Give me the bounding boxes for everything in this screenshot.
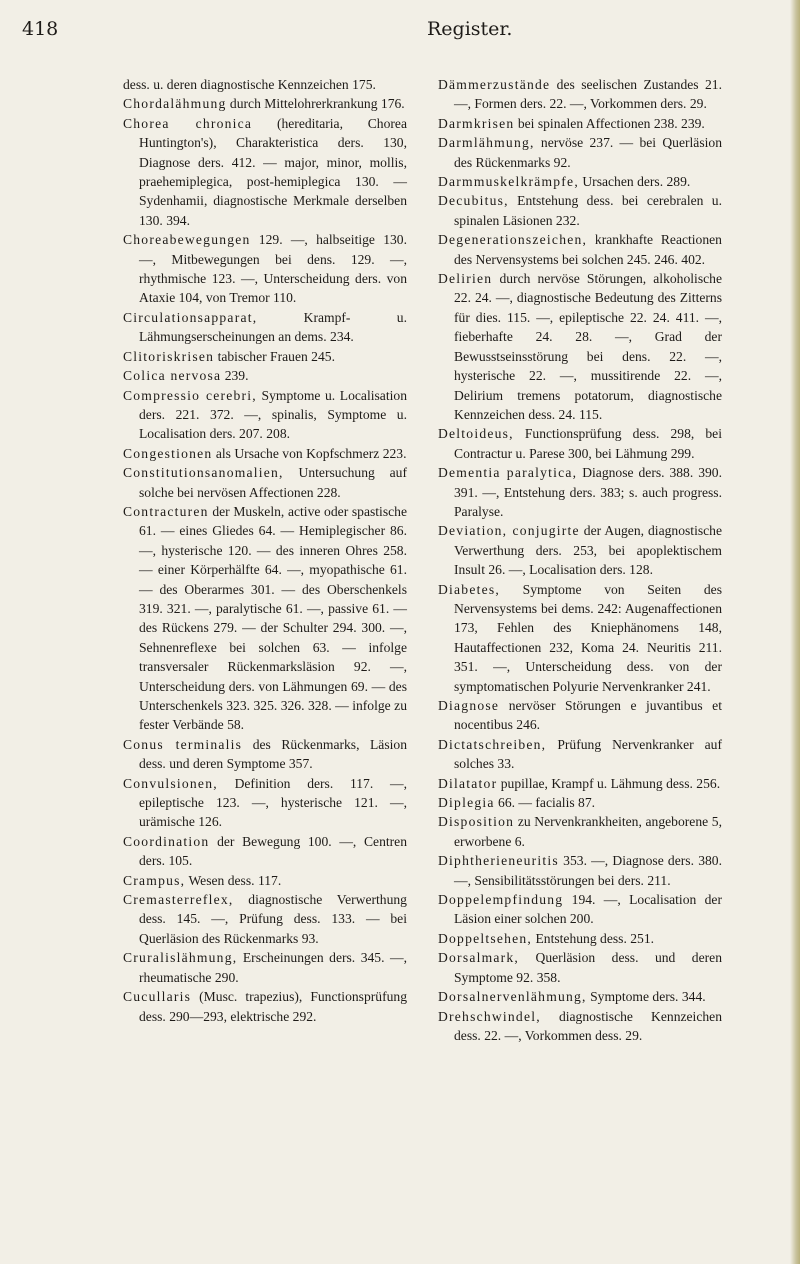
index-entry: [438, 463, 722, 521]
index-entry: [438, 851, 722, 890]
index-entry: [438, 521, 722, 579]
index-entry: [438, 230, 722, 269]
entry-lemma: Darmkrisen: [438, 115, 515, 131]
entry-lemma: Diplegia: [438, 795, 495, 811]
entry-lemma: Coordination: [123, 833, 210, 849]
entry-lemma: Congestionen: [123, 445, 213, 461]
entry-lemma: Deviation, conjugirte: [438, 523, 580, 539]
page-number: 418: [22, 18, 59, 40]
entry-text: der Muskeln, active oder spastische 61. — eines Gliedes 64. — Hemiplegischer 86. —, hysterische 120. — des inneren Ohres 258. — einer Körperhälfte 64. —, myopathische 61. — des Oberarmes 301. — des Oberschenkels 319. 321. —, paralytische 61. —, passive 61. — des Rückens 279. — der Schulter 294. 300. —, Sehnenreflexe bei solchen 63. — infolge transversaler Rückenmarksläsion 92. —, Unterscheidung ders. von Lähmungen 69. — des Unterschenkels 323. 325. 326. 328. — infolge zu fester Verbände 58.: [139, 503, 407, 733]
entry-text: Entstehung dess. 251.: [535, 930, 655, 946]
entry-lemma: Crampus,: [123, 872, 186, 888]
entry-text: Erscheinungen ders. 345. —, rheumatische 290.: [139, 950, 407, 985]
entry-lemma: Chorea chronica: [123, 115, 253, 131]
entry-text: durch Mittelohrerkrankung 176.: [229, 96, 405, 112]
entry-text: pupillae, Krampf u. Lähmung dess. 256.: [500, 775, 721, 791]
entry-text: 353. —, Diagnose ders. 380. —, Sensibilitätsstörungen bei ders. 211.: [454, 853, 722, 888]
entry-text: dess. u. deren diagnostische Kennzeichen 175.: [123, 77, 376, 92]
entry-lemma: Circulationsapparat,: [123, 309, 258, 325]
entry-text: Prüfung Nervenkranker auf solches 33.: [454, 736, 722, 772]
index-entry: [438, 890, 722, 929]
index-entry: [438, 133, 722, 172]
entry-lemma: Decubitus,: [438, 193, 509, 209]
index-entry: [438, 948, 722, 987]
entry-text: der Bewegung 100. —, Centren ders. 105.: [139, 833, 407, 869]
entry-lemma: Contracturen: [123, 503, 209, 519]
index-entry: [123, 774, 407, 832]
entry-text: der Augen, diagnostische Verwerthung ders. 253, bei apoplektischem Insult 26. —, Localisation ders. 128.: [454, 523, 722, 578]
index-entry: [438, 172, 722, 191]
entry-text: 66. — facialis 87.: [498, 795, 596, 811]
entry-lemma: Dilatator: [438, 775, 498, 791]
index-entry: [123, 386, 407, 444]
entry-lemma: Dorsalmark,: [438, 950, 520, 966]
entry-lemma: Conus terminalis: [123, 736, 243, 752]
entry-text: nervöse 237. — bei Querläsion des Rückenmarks 92.: [454, 135, 722, 170]
index-entry: [123, 308, 407, 347]
entry-lemma: Cucullaris: [123, 989, 192, 1005]
entry-text: bei spinalen Affectionen 238. 239.: [517, 115, 705, 131]
index-entry: [438, 793, 722, 812]
entry-text: diagnostische Verwerthung dess. 145. —, Prüfung dess. 133. — bei Querläsion des Rückenmarks 93.: [139, 892, 407, 946]
entry-lemma: Degenerationszeichen,: [438, 232, 588, 248]
index-entry: [123, 502, 407, 735]
entry-lemma: Delirien: [438, 271, 493, 287]
entry-text: Querläsion dess. und deren Symptome 92. 358.: [454, 950, 722, 985]
index-entry: [438, 269, 722, 424]
entry-lemma: Constitutionsanomalien,: [123, 465, 284, 481]
entry-lemma: Deltoideus,: [438, 426, 514, 442]
entry-text: Definition ders. 117. —, epileptische 123. —, hysterische 121. —, urämische 126.: [139, 775, 407, 830]
index-entry: [123, 230, 407, 308]
index-entry: [438, 191, 722, 230]
entry-text: Symptome ders. 344.: [590, 989, 706, 1005]
entry-text: diagnostische Kennzeichen dess. 22. —, Vorkommen dess. 29.: [454, 1008, 722, 1043]
index-entry: [438, 1007, 722, 1046]
entry-lemma: Choreabewegungen: [123, 232, 251, 248]
entry-lemma: Diphtherieneuritis: [438, 853, 559, 869]
index-entry: [123, 444, 407, 463]
entry-lemma: Darmlähmung,: [438, 135, 535, 151]
entry-lemma: Dämmerzustände: [438, 77, 551, 92]
entry-text: Diagnose ders. 388. 390. 391. —, Entstehung ders. 383; s. auch progress. Paralyse.: [454, 465, 722, 519]
index-entry: [123, 463, 407, 502]
entry-text: zu Nervenkrankheiten, angeborene 5, erworbene 6.: [454, 814, 722, 849]
index-entry: [438, 812, 722, 851]
entry-text: Untersuchung auf solche bei nervösen Affectionen 228.: [139, 465, 407, 500]
entry-lemma: Doppeltsehen,: [438, 930, 533, 946]
index-entry: [123, 75, 407, 94]
index-entry: [123, 735, 407, 774]
entry-text: durch nervöse Störungen, alkoholische 22. 24. —, diagnostische Bedeutung des Zitterns für dies. 115. —, epileptische 22. 24. 411. —, fieberhafte 24. 28. —, Grad der Bewusstseinsstörung bei dens. 22. —, hysterische 22. —, mussitirende 22. —, Delirium tremens potatorum, diagnostische Kennzeichen dess. 24. 115.: [454, 271, 722, 422]
entry-lemma: Dictatschreiben,: [438, 736, 547, 752]
entry-text: Wesen dess. 117.: [188, 872, 282, 888]
index-entry: [438, 929, 722, 948]
entry-lemma: Colica nervosa: [123, 368, 222, 384]
index-entry: [438, 696, 722, 735]
entry-lemma: Darmmuskelkrämpfe,: [438, 174, 579, 190]
index-entry: [123, 114, 407, 230]
entry-text: Krampf- u. Lähmungserscheinungen an dems. 234.: [139, 309, 407, 345]
index-entry: [438, 735, 722, 774]
entry-text: krankhafte Reactionen des Nervensystems bei solchen 245. 246. 402.: [454, 232, 722, 267]
index-entry: [438, 114, 722, 133]
index-entry: [438, 987, 722, 1006]
entry-lemma: Doppelempfindung: [438, 892, 564, 908]
entry-text: 129. —, halbseitige 130. —, Mitbewegungen bei dens. 129. —, rhythmische 123. —, Unterscheidung ders. von Ataxie 104, von Tremor 110.: [139, 232, 407, 306]
entry-text: Functionsprüfung dess. 298, bei Contractur u. Parese 300, bei Lähmung 299.: [454, 426, 722, 461]
entry-text: nervöser Störungen e juvantibus et nocentibus 246.: [454, 698, 722, 733]
index-column-left: [123, 75, 407, 1026]
entry-text: (Musc. trapezius), Functionsprüfung dess. 290—293, elektrische 292.: [139, 989, 407, 1024]
entry-text: Entstehung dess. bei cerebralen u. spinalen Läsionen 232.: [454, 193, 722, 228]
index-entry: [123, 987, 407, 1026]
index-entry: [438, 424, 722, 463]
entry-lemma: Chordalähmung: [123, 96, 227, 112]
entry-lemma: Dorsalnervenlähmung,: [438, 989, 587, 1005]
index-column-right: [438, 75, 722, 1045]
entry-lemma: Diabetes,: [438, 581, 500, 597]
index-entry: [438, 774, 722, 793]
entry-text: Symptome u. Localisation ders. 221. 372. —, spinalis, Symptome u. Localisation ders. 207. 208.: [139, 387, 407, 442]
entry-lemma: Diagnose: [438, 698, 500, 713]
index-entry: [123, 871, 407, 890]
entry-text: Ursachen ders. 289.: [582, 174, 691, 190]
entry-text: Symptome von Seiten des Nervensystems bei dems. 242: Augenaffectionen 173, Fehlen des Kniephänomens 148, Hautaffectionen 232, Koma 24. Neuritis 211. 351. —, Unterscheidung dess. von der symptomatischen Polyurie Nervenkranker 241.: [454, 581, 722, 694]
index-entry: [123, 366, 407, 385]
entry-text: 239.: [224, 368, 249, 384]
page-title: Register.: [427, 18, 513, 40]
index-entry: [123, 94, 407, 113]
index-entry: [123, 890, 407, 948]
index-entry: [123, 948, 407, 987]
entry-text: des seelischen Zustandes 21. —, Formen ders. 22. —, Vorkommen ders. 29.: [454, 77, 722, 112]
entry-lemma: Dementia paralytica,: [438, 465, 578, 481]
index-entry: [438, 580, 722, 696]
entry-lemma: Compressio cerebri,: [123, 387, 257, 403]
entry-lemma: Cremasterreflex,: [123, 892, 234, 908]
entry-lemma: Drehschwindel,: [438, 1008, 541, 1024]
page-edge-shadow: [790, 0, 800, 1264]
entry-text: als Ursache von Kopfschmerz 223.: [215, 445, 407, 461]
entry-lemma: Convulsionen,: [123, 775, 218, 791]
index-entry: [123, 832, 407, 871]
entry-lemma: Cruralislähmung,: [123, 950, 238, 966]
index-entry: [123, 347, 407, 366]
entry-text: 194. —, Localisation der Läsion einer solchen 200.: [454, 892, 722, 927]
entry-text: tabischer Frauen 245.: [217, 348, 335, 364]
entry-text: des Rückenmarks, Läsion dess. und deren Symptome 357.: [139, 736, 407, 772]
index-entry: [438, 75, 722, 114]
entry-lemma: Clitoriskrisen: [123, 348, 215, 364]
entry-lemma: Disposition: [438, 814, 515, 830]
entry-text: (hereditaria, Chorea Huntington's), Charakteristica ders. 130, Diagnose ders. 412. — major, minor, mollis, praehemiplegica, post-hemiplegica 130. — Sydenhamii, diagnostische Merkmale derselben 130. 394.: [139, 115, 407, 228]
